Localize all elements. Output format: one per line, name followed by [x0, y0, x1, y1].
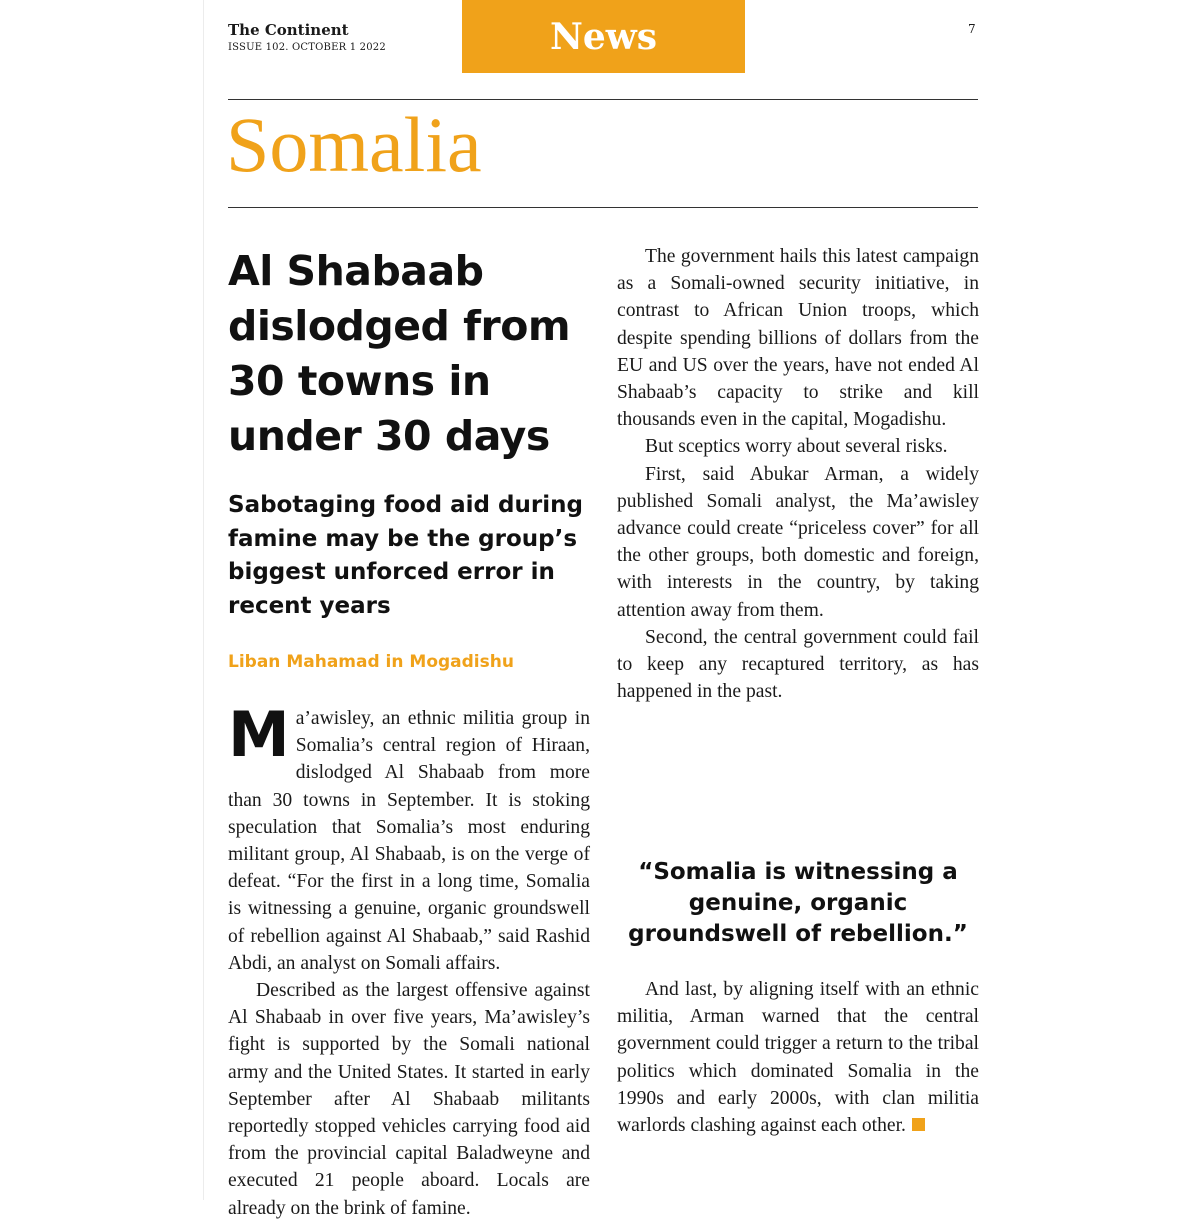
- paragraph-5: First, said Abukar Arman, a widely published Somali analyst, the Ma’awisley advance could create “priceless cover” for all the other groups, both domestic and foreign, with interests in the country, by taking attention away from them.: [617, 463, 979, 621]
- end-mark-icon: [912, 1118, 925, 1131]
- page-number: 7: [968, 22, 976, 36]
- bottom-rule: [228, 207, 978, 208]
- country-heading: Somalia: [226, 101, 482, 188]
- top-rule: [228, 99, 978, 100]
- issue-date: ISSUE 102. OCTOBER 1 2022: [228, 42, 386, 53]
- body-column-left: [228, 698, 590, 1222]
- paragraph-7-text: And last, by aligning itself with an ethnic militia, Arman warned that the central government could trigger a return to the tribal politics which dominated Somalia in the 1990s and early 2000s, with clan militia warlords clashing against each other.: [617, 979, 979, 1137]
- subheadline: Sabotaging food aid during famine may be the group’s biggest unforced error in recent years: [228, 492, 583, 619]
- headline: Al Shabaab dislodged from 30 towns in under 30 days: [228, 247, 571, 460]
- section-tab: [462, 0, 745, 73]
- paragraph-2: Described as the largest offensive against Al Shabaab in over five years, Ma’awisley’s fight is supported by the Somali national army and the United States. It started in early September after Al Shabaab militants reportedly stopped vehicles carrying food aid from the provincial capital Baladweyne and executed 21 people aboard. Locals are already on the brink of famine.: [228, 980, 590, 1219]
- paragraph-1: [228, 698, 590, 977]
- paragraph-3: The government hails this latest campaign as a Somali-owned security initiative, in contrast to African Union troops, which despite spending billions of dollars from the EU and US over the years, have not ended Al Shabaab’s capacity to strike and kill thousands even in the capital, Mogadishu.: [617, 246, 979, 431]
- body-column-right: [617, 243, 979, 705]
- paragraph-6: Second, the central government could fail to keep any recaptured territory, as has happened in the past.: [617, 626, 979, 703]
- paragraph-4: But sceptics worry about several risks.: [645, 436, 948, 458]
- body-column-right-end: [617, 976, 979, 1139]
- publication-name: The Continent: [228, 21, 349, 39]
- section-label: News: [549, 15, 658, 58]
- drop-cap: M: [228, 698, 290, 771]
- paragraph-1-text: a’awisley, an ethnic militia group in Somalia’s central region of Hiraan, dislodged Al Shabaab from more than 30 towns in September. It is stoking speculation that Somalia’s most enduring militant group, Al Shabaab, is on the verge of defeat. “For the first in a long time, Somalia is witnessing a genuine, organic groundswell of rebellion against Al Shabaab,” said Rashid Abdi, an analyst on Somali affairs.: [228, 708, 590, 974]
- pull-quote: “Somalia is witnessing a genuine, organic groundswell of rebellion.”: [628, 859, 968, 947]
- byline: Liban Mahamad in Mogadishu: [228, 652, 514, 672]
- paragraph-7: [617, 976, 979, 1139]
